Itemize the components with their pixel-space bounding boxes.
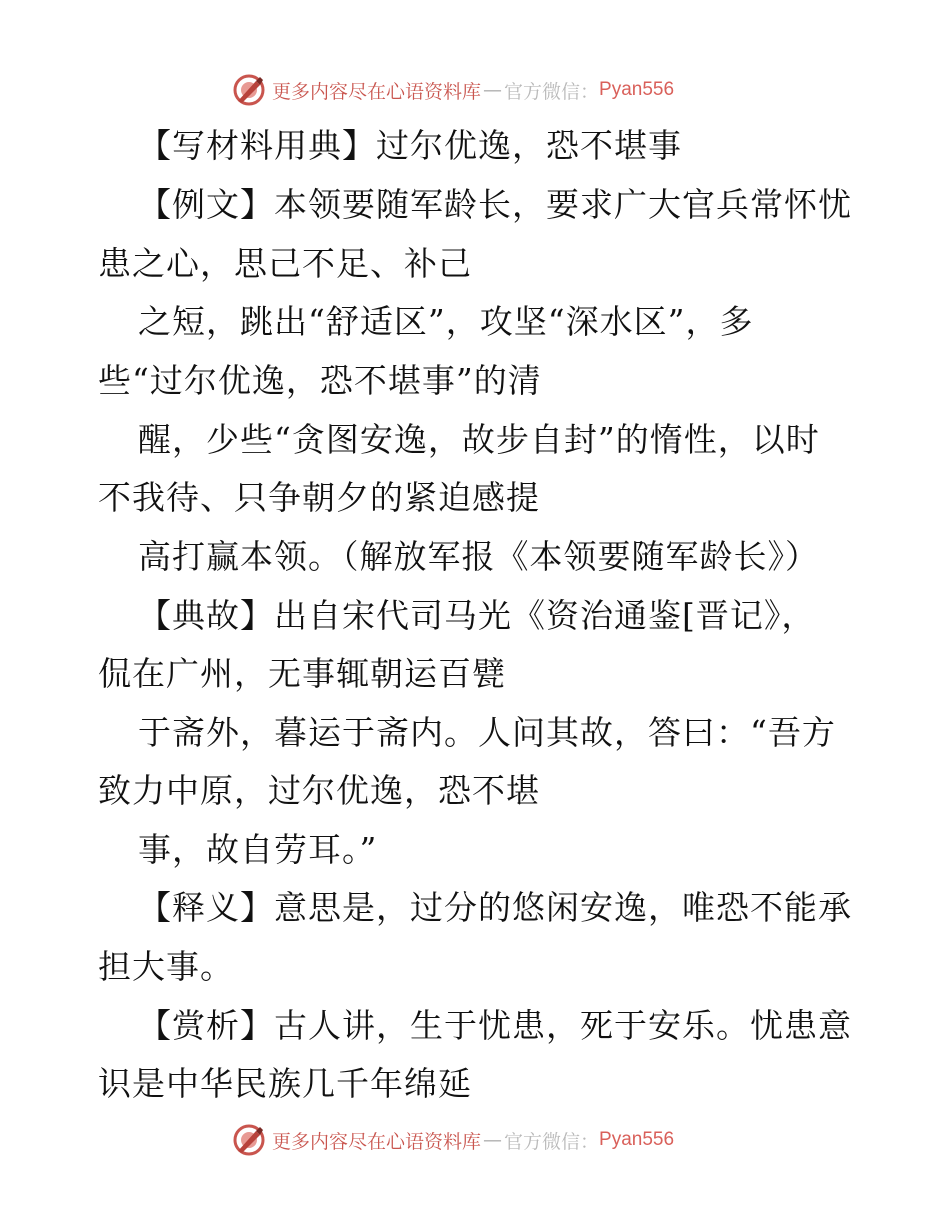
text-line: 事，故自劳耳。” [138,830,378,869]
text-line: 致力中原，过尔优逸，恐不堪 [98,771,540,810]
watermark-official-label: 官方微信： [504,1130,600,1153]
watermark-official-label: 官方微信： [504,80,600,103]
text-line: 醒，少些“贪图安逸，故步自封”的惰性，以时 [138,420,820,459]
text-line: 【赏析】古人讲，生于忧患，死于安乐。忧患意 [138,1006,852,1045]
text-line: 【释义】意思是，过分的悠闲安逸，唯恐不能承 [138,888,852,927]
text-line: 于斋外，暮运于斋内。人问其故，答曰：“吾方 [138,713,836,752]
watermark-wechat-id: Pyan556 [599,1129,675,1150]
header-watermark [232,72,674,108]
text-line: 【写材料用典】过尔优逸，恐不堪事 [138,126,682,165]
watermark-site-text: 更多内容尽在心语资料库 [272,1130,482,1153]
watermark-dash: — [483,79,503,101]
text-line: 识是中华民族几千年绵延 [98,1064,472,1103]
pen-logo-icon [232,73,266,107]
text-line: 侃在广州，无事辄朝运百甓 [98,654,506,693]
text-line: 些“过尔优逸，恐不堪事”的清 [98,361,542,400]
text-line: 【例文】本领要随军龄长，要求广大官兵常怀忧 [138,185,852,224]
watermark-wechat-id: Pyan556 [599,79,675,100]
watermark-dash: — [483,1129,503,1151]
text-line: 担大事。 [98,947,234,986]
text-line: 之短，跳出“舒适区”，攻坚“深水区”，多 [138,302,754,341]
text-line: 【典故】出自宋代司马光《资治通鉴[晋记》， [138,596,816,635]
pen-logo-icon [232,1123,266,1157]
footer-watermark [232,1122,674,1158]
text-line: 患之心，思己不足、补己 [98,244,472,283]
text-line: 高打赢本领。（解放军报《本领要随军龄长》） [138,537,819,576]
text-line: 不我待、只争朝夕的紧迫感提 [98,478,540,517]
watermark-site-text: 更多内容尽在心语资料库 [272,80,482,103]
